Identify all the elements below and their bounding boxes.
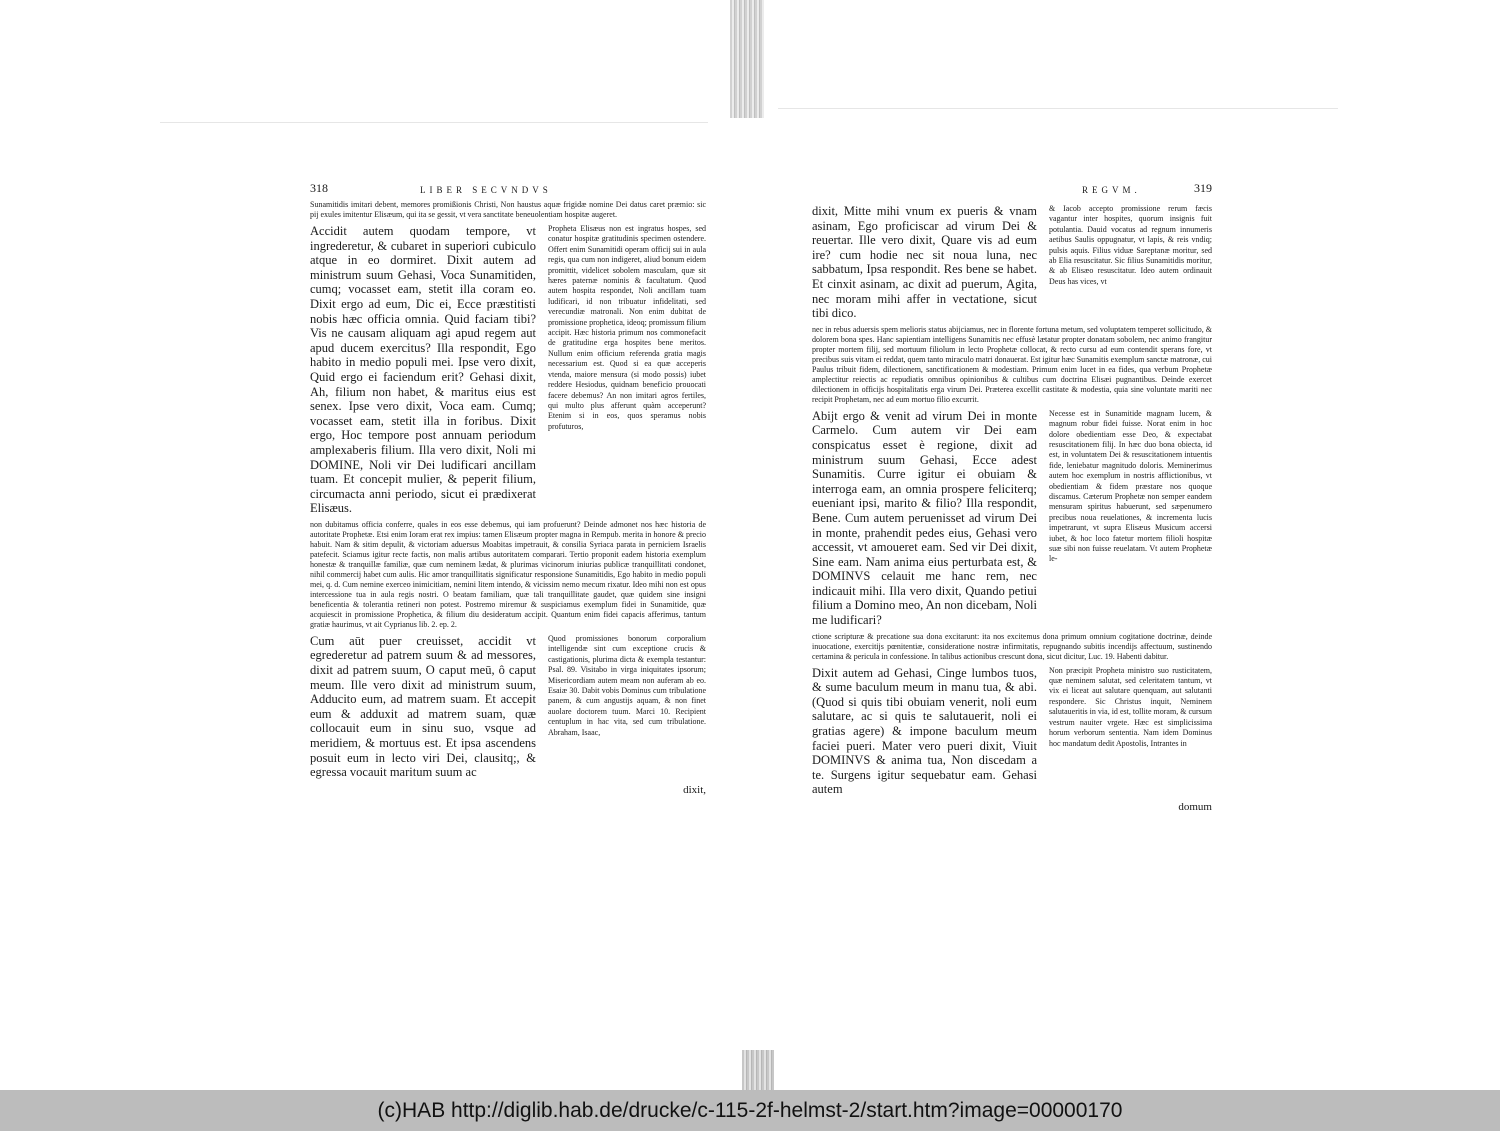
running-head [310,182,706,200]
commentary-column: Non præcipit Propheta ministro suo rusticitatem, quæ neminem salutat, sed celeritatem tantum, vt vix ei liceat aut salutare quenquam, aut salutanti respondere. Sic Christus inquit, Neminem salutaueritis in via, id est, tollite moram, & cursum vestrum nauiter vrgete. Hæc est simplicissima horum verborum sententia. Nam idem Dominus hoc mandatum dedit Apostolis, Intrantes in [1049,665,1212,748]
text-block-1 [310,224,706,516]
source-footer [0,1090,1500,1131]
right-page [812,182,1212,887]
catchword: domum [1178,801,1212,813]
text-block-1 [812,204,1212,321]
left-page [310,182,706,887]
commentary-column: & Iacob accepto promissione rerum fæcis vagantur inter hospites, quorum insignis fuit potulantia. Dauid vocatus ad regnum innumeris aetibus Saulis oppugnatur, vt lapis, & reis vndiq; pulsis aquis. Filius viduæ Sareptanæ moritur, sed ab Elia resuscitatur. Sic filius Sunamitidis moritur, & ab Elisæo resuscitatur. Ideo autem ordinauit Deus has vices, vt [1049,204,1212,286]
left-page-edge [160,122,708,123]
text-block-2 [310,634,706,780]
running-title: LIBER SECVNDVS [420,185,552,195]
right-page-edge [778,108,1338,109]
commentary-column: Propheta Elisæus non est ingratus hospes, sed conatur hospitæ gratitudinis specimen ostendere. Offert enim Sunamitidi operam officij sui in aula regis, qua cum non indigeret, aliud bonum eidem promittit, videlicet sobolem masculam, quæ sit hæres paternæ nominis & facultatum. Quod autem hospita respondet, Noli ancillam tuam ludificari, id non tribuatur infidelitati, sed verecundiæ matronali. Non enim dubitat de promissione prophetica, ideoq; promissum filium accipit. Hæc historia primum nos commonefacit de gratitudine erga hospites bene meritos. Nullum enim officium referenda gratia magis necessarium est. Quod si ea quæ acceperis vtenda, maiore mensura (si modo possis) iubet reddere Hesiodus, quidnam beneficio prouocati facere debemus? An non imitari agros fertiles, qui multo plus afferunt quàm acceperunt? Etenim si in eos, quos speramus nobis profuturos, [548,224,706,431]
running-head [812,182,1212,200]
page-number: 318 [310,182,328,195]
scripture-text: Dixit autem ad Gehasi, Cinge lumbos tuos, & sume baculum meum in manu tua, & abi. (Quod si quis tibi obuiam venerit, noli eum salutare, ac si quis te salutauerit, noli ei gratias agere) & impone baculum meum faciei pueri. Mater vero pueri dixit, Viuit DOMINVS & anima tua, Non discedam a te. Surgens igitur sequebatur eam. Gehasi autem [812,665,1037,797]
binding-gutter-top [730,0,764,118]
scripture-text: Abijt ergo & venit ad virum Dei in monte Carmelo. Cum autem vir Dei eam conspicatus esset è regione, dixit ad ministrum suum Gehasi, Ecce adest Sunamitis. Curre igitur ei obuiam & interroga eam, an omnia prospere feliciterq; eueniant ipsi, marito & filio? Illa respondit, Bene. Cum autem peruenisset ad virum Dei in monte, prahendit pedes eius, Gehasi vero accessit, vt amoueret eam. Sed vir Dei dixit, Sine eam. Nam anima eius perturbata est, & DOMINVS celauit me hanc rem, nec indicauit mihi. Illa vero dixit, Quando petiui filium a Domino meo, An non dicebam, Noli me ludificari? [812,408,1037,628]
running-title: REGVM. [1082,185,1141,195]
commentary-column: Quod promissiones bonorum corporalium intelligendæ sint cum exceptione crucis & castigationis, plurima dicta & exempla testantur: Psal. 89. Visitabo in virga iniquitates ipsorum; Misericordiam autem meam non auferam ab eo. Esaiæ 30. Dabit vobis Dominus cum tribulatione panem, & cum angustijs aquam, & non finet auolare doctorem tuum. Marci 10. Recipient centuplum in hac vita, sed cum tribulatione. Abraham, Isaac, [548,633,706,737]
commentary-middle: non dubitamus officia conferre, quales in eos esse debemus, qui iam profuerunt? Deinde admonet nos hæc historia de autoritate Prophetæ. Etsi enim Ioram erat rex impius: tamen Elisæum propter magna in Rempub. merita in honore & precio habuit. Nam & sitim depulit, & victoriam aduersus Moabitas impetrauit, & consilia Syriaca parata in perniciem Israelis patefecit. Sciamus igitur recte factis, non malis artibus autoritatem comparari. Tertio proponit eadem historia exemplum honestæ & tranquillæ familiæ, quæ cum neminem lædat, & plurimas vicinorum iniurias publicæ tranquillitati condonet, nihil commercij habet cum aulis. Hic amor tranquillitatis significatur responsione Sunamitidis, Ego habito in medio populi mei, q. d. Cum nemine exerceo inimicitiam, nemini litem intendo, & vicissim nemo mecum rixatur. Ideo mihi non est opus intercessione tua in aula regis nostri. O beatam familiam, quæ tali tranquillitate gaudet, quæ quidem sine insigni beneficentia & tolerantia retineri non potest. Postremo miremur & suspiciamus exemplum fidei in Sunamitide, quæ acquiescit in promissione Prophetica, & filium diu desideratum accipit. Quantum enim fidei capacis afferimus, tantum gratiæ haurimus, vt ait Cyprianus lib. 2. ep. 2. [310,519,706,629]
scripture-text: Cum aūt puer creuisset, accidit vt egrederetur ad patrem suum & ad messores, dixit ad patrem suum, O caput meū, ô caput meum. Ille vero dixit ad ministrum suum, Adducito eum, ad matrem suam. Et accepit eum & adduxit ad matrem suam, quæ collocauit eum in sinu suo, vsque ad meridiem, & mortuus est. Et ipsa ascendens posuit eum in lecto viri Dei, clausitq;, & egressa vocauit maritum suum ac [310,633,536,780]
commentary-middle: ctione scripturæ & precatione sua dona excitarunt: ita nos excitemus dona primum omnium cogitatione doctrinæ, deinde inuocatione, exercitijs pœnitentiæ, consideratione nostræ infirmitatis, repugnando subitis incendijs affectuum, sustinendo certamina & pericula in confessione. In talibus actionibus crescunt dona, sicut dicitur, Luc. 19. Habenti dabitur. [812,631,1212,661]
binding-gutter-bottom [742,1050,774,1090]
page-number: 319 [1194,182,1212,195]
scripture-text: dixit, Mitte mihi vnum ex pueris & vnam asinam, Ego proficiscar ad virum Dei & reuertar. Ille vero dixit, Quare vis ad eum ire? cum hodie nec sit noua luna, nec sabbatum, Ipsa respondit. Res bene se habet. Et cinxit asinam, ac dixit ad puerum, Agita, nec moram mihi affer in vectatione, sicut tibi dico. [812,204,1037,321]
text-block-2 [812,409,1212,628]
catchword: dixit, [683,783,706,796]
commentary-top: Sunamitidis imitari debent, memores promißionis Christi, Non haustus aquæ frigidæ nomine Dei datus caret præmio: sic pij exules imitentur Elisæum, qui ita se gessit, vt vera sanctitate beneuolentiam hospitæ augeret. [310,200,706,219]
commentary-top: nec in rebus aduersis spem melioris status abijciamus, nec in florente fortuna metum, sed voluptatem temperet sollicitudo, & dolorem bona spes. Hanc sapientiam intelligens Sunamitis nec effusè lætatur propter donatam sobolem, nec animo frangitur propter mortem filij, sed mortuum filiolum in lecto Prophetæ collocat, & recto cursu ad eum contendit sperans fore, vt precibus suis vitam ei reddat, quem tanto miraculo matri donauerat. Est igitur hæc Sunamitis exemplum sanctæ matronæ, cui Paulus tribuit fidem, dilectionem, sanctificationem & modestiam. Primum enim lucet in ea fides, qua verbum Prophetæ amplectitur reiectis ac repudiatis omnibus opinionibus & cultibus cum doctrina Elisæi pugnantibus. Deinde exercet dilectionem in officijs hospitalitatis erga virum Dei. Præterea excellit castitate & modestia, quia sine voluntate mariti nec recipit Prophetam, nec ad eum mortuo filio excurrit. [812,324,1212,404]
text-block-3 [812,666,1212,797]
commentary-column: Necesse est in Sunamitide magnam lucem, & magnum robur fidei fuisse. Norat enim in hoc dolore obedientiam esse Deo, & expectabat resuscitationem filij. In hæc duo bona obiecta, id est, in voluntatem Dei & resuscitationem intuentis fide, leniebatur magnitudo doloris. Meminerimus autem hoc exemplum in nostris afflictionibus, vt obedientiam & fidem præstare nos quoque discamus. Cæterum Prophetæ non semper eandem mensuram spiritus habuerunt, sed sæpenumero precibus noua reuelationes, & incrementa lucis impetrarunt, vt supra Elisæus Musicum accersi iubet, & hoc loco fatetur mortem filioli hospitæ suæ sibi non fuisse reuelatam. Vt autem Prophetæ le- [1049,408,1212,564]
scripture-text: Accidit autem quodam tempore, vt ingrederetur, & cubaret in superiori cubiculo atque in eo dormiret. Dixit autem ad ministrum suum Gehasi, Voca Sunamitiden, cumq; vocasset eam, stetit illa coram eo. Dixit ergo ad eum, Dic ei, Ecce præstitisti nobis hæc officia omnia. Quid faciam tibi? Vis ne causam aliquam agi apud regem aut apud ducem exercitus? Illa respondit, Ego habito in medio populi mei. Ipse vero dixit, Quid ergo ei faciendum erit? Gehasi dixit, Ah, filium non habet, & maritus eius est senex. Ipse vero dixit, Voca eam. Cumq; vocasset eam, stetit illa in foribus. Dixit ergo, Hoc tempore post annuam periodum amplexaberis filium. Illa vero dixit, Noli mi DOMINE, Noli vir Dei ludificari ancillam tuam. Et concepit mulier, & peperit filium, circumacta anni periodo, sicut ei prædixerat Elisæus. [310,224,536,516]
source-url-text: (c)HAB http://diglib.hab.de/drucke/c-115-2f-helmst-2/start.htm?image=00000170 [377,1098,1123,1122]
